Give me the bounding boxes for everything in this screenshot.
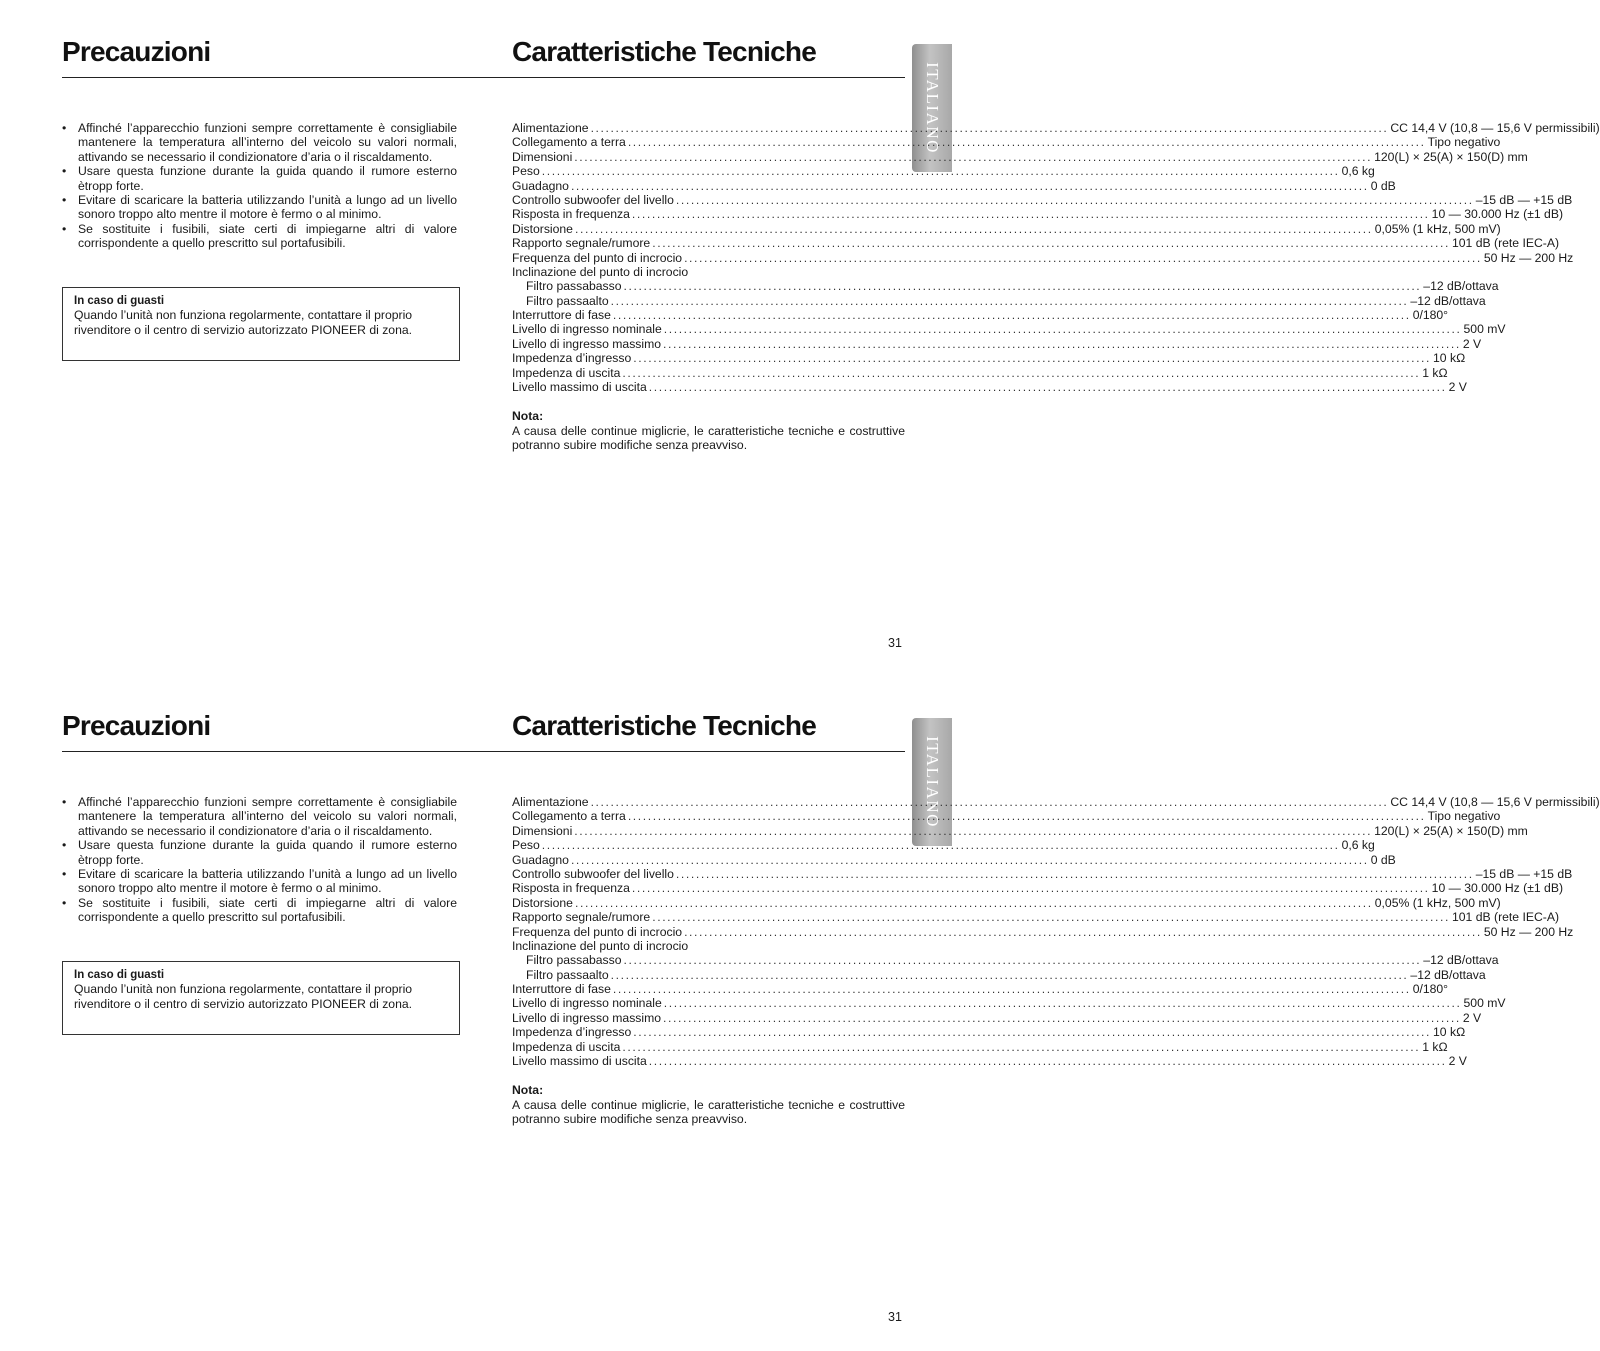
spec-label: Inclinazione del punto di incrocio (512, 264, 689, 279)
spec-row (512, 207, 1564, 222)
dot-leader: ................................................................................................................................................................ (570, 178, 1369, 193)
dot-leader: ................................................................................................................................................................ (570, 852, 1369, 867)
note-title: Nota: (512, 409, 544, 423)
spec-row (512, 967, 1486, 982)
spec-label: Frequenza del punto di incrocio (512, 250, 683, 265)
spec-label: Collegamento a terra (512, 135, 626, 150)
dot-leader: ................................................................................................................................................................ (663, 1010, 1461, 1025)
spec-label: Distorsione (512, 221, 573, 236)
spec-value: 500 mV (1463, 322, 1506, 337)
spec-row (512, 250, 1574, 265)
spec-row (512, 795, 1600, 809)
dot-leader: ................................................................................................................................................................ (590, 121, 1389, 135)
dot-leader: ................................................................................................................................................................ (633, 351, 1432, 366)
spec-label: Controllo subwoofer del livello (512, 192, 674, 207)
dot-leader: ................................................................................................................................................................ (684, 924, 1482, 939)
spec-label: Risposta in frequenza (512, 207, 630, 222)
dot-leader: ................................................................................................................................................................ (574, 895, 1373, 910)
spec-row (512, 852, 1396, 867)
spec-label: Inclinazione del punto di incrocio (512, 938, 689, 953)
precautions-title: Precauzioni (62, 710, 211, 741)
spec-row (512, 895, 1501, 910)
spec-value: –12 dB/ottava (1410, 967, 1486, 982)
dot-leader: ................................................................................................................................................................ (627, 809, 1426, 824)
dot-leader: ................................................................................................................................................................ (622, 1039, 1421, 1054)
language-tab-label: ITALIANO (923, 62, 942, 154)
precaution-item: • Se sostituite i fusibili, siate certi di impiegarne altri di valore corrispondente a quello prescritto sul portafusibili. (62, 222, 457, 251)
spec-row (512, 910, 1560, 925)
troubleshooting-text: Quando l’unità non funziona regolarmente, contattare il proprio rivenditore o il centro di servizio autorizzato PIONEER di zona. (74, 982, 413, 1011)
spec-value: –15 dB — +15 dB (1475, 866, 1573, 881)
spec-label: Filtro passabasso (526, 953, 622, 968)
dot-leader: ................................................................................................................................................................ (652, 236, 1450, 251)
dot-leader: ................................................................................................................................................................ (663, 996, 1462, 1011)
spec-row (512, 823, 1528, 838)
precautions-title: Precauzioni (62, 36, 211, 67)
spec-value: –15 dB — +15 dB (1475, 192, 1573, 207)
dot-leader: ................................................................................................................................................................ (574, 823, 1373, 838)
spec-value: –12 dB/ottava (1423, 279, 1499, 294)
spec-value: 0,6 kg (1341, 838, 1375, 853)
spec-row (512, 135, 1501, 150)
header-rule (62, 751, 905, 752)
spec-row (512, 1039, 1448, 1054)
spec-value: 1 kΩ (1422, 365, 1448, 380)
dot-leader: ................................................................................................................................................................ (623, 279, 1422, 294)
spec-value: 120(L) × 25(A) × 150(D) mm (1374, 149, 1528, 164)
spec-label: Frequenza del punto di incrocio (512, 924, 683, 939)
spec-row (512, 982, 1449, 997)
spec-label: Impedenza d’ingresso (512, 1025, 632, 1040)
spec-value: 0 dB (1370, 852, 1396, 867)
spec-label: Guadagno (512, 178, 569, 193)
dot-leader: ................................................................................................................................................................ (631, 207, 1430, 222)
spec-value: 2 V (1462, 1010, 1482, 1025)
spec-row (512, 336, 1482, 351)
spec-value: 50 Hz — 200 Hz (1483, 924, 1574, 939)
troubleshooting-box (62, 961, 460, 1035)
spec-row (512, 308, 1449, 323)
spec-label: Rapporto segnale/rumore (512, 236, 651, 251)
spec-label: Livello di ingresso nominale (512, 322, 662, 337)
specifications-list (512, 121, 1600, 395)
spec-row (512, 236, 1560, 251)
precaution-item: • Evitare di scaricare la batteria utilizzando l’unità a lungo ad un livello sonoro troppo alto mentre il motore è fermo o al minimo. (62, 193, 457, 222)
spec-value: 0/180° (1412, 982, 1449, 997)
dot-leader: ................................................................................................................................................................ (675, 866, 1474, 881)
spec-label: Rapporto segnale/rumore (512, 910, 651, 925)
spec-label: Risposta in frequenza (512, 881, 630, 896)
spec-label: Peso (512, 838, 540, 853)
dot-leader: ................................................................................................................................................................ (675, 192, 1474, 207)
spec-label: Controllo subwoofer del livello (512, 866, 674, 881)
manual-page-bottom (0, 674, 1600, 1349)
spec-label: Filtro passaalto (526, 967, 609, 982)
note-text: A causa delle continue miglicrie, le caratteristiche tecniche e costruttive potranno subire modifiche senza preavviso. (512, 1098, 905, 1127)
spec-value: 2 V (1448, 1054, 1467, 1069)
spec-label: Peso (512, 164, 540, 179)
troubleshooting-title: In caso di guasti (74, 295, 165, 307)
dot-leader: ................................................................................................................................................................ (610, 293, 1409, 308)
manual-page-top (0, 0, 1600, 675)
note-text: A causa delle continue miglicrie, le caratteristiche tecniche e costruttive potranno subire modifiche senza preavviso. (512, 424, 905, 453)
dot-leader: ................................................................................................................................................................ (574, 221, 1373, 236)
page-number: 31 (888, 1310, 902, 1324)
spec-row (512, 1010, 1482, 1025)
page-number: 31 (888, 636, 902, 650)
spec-value: Tipo negativo (1427, 809, 1501, 824)
dot-leader: ................................................................................................................................................................ (652, 910, 1450, 925)
troubleshooting-text: Quando l’unità non funziona regolarmente, contattare il proprio rivenditore o il centro di servizio autorizzato PIONEER di zona. (74, 308, 413, 337)
specifications-list (512, 795, 1600, 1069)
spec-value: 0 dB (1370, 178, 1396, 193)
spec-value: 10 kΩ (1433, 1025, 1466, 1040)
spec-value: CC 14,4 V (10,8 — 15,6 V permissibili) (1390, 795, 1600, 809)
dot-leader: ................................................................................................................................................................ (612, 982, 1411, 997)
spec-row (512, 265, 902, 279)
spec-value: 10 — 30.000 Hz (±1 dB) (1431, 207, 1564, 222)
dot-leader: ................................................................................................................................................................ (622, 365, 1421, 380)
spec-value: 50 Hz — 200 Hz (1483, 250, 1574, 265)
dot-leader: ................................................................................................................................................................ (612, 308, 1411, 323)
specifications-title: Caratteristiche Tecniche (512, 36, 816, 67)
dot-leader: ................................................................................................................................................................ (648, 380, 1447, 395)
spec-row (512, 996, 1506, 1011)
spec-row (512, 178, 1396, 193)
dot-leader: ................................................................................................................................................................ (631, 881, 1430, 896)
dot-leader: ................................................................................................................................................................ (590, 795, 1389, 809)
precaution-item: • Se sostituite i fusibili, siate certi di impiegarne altri di valore corrispondente a quello prescritto sul portafusibili. (62, 896, 457, 925)
language-tab-label: ITALIANO (923, 736, 942, 828)
spec-label: Filtro passaalto (526, 293, 609, 308)
spec-row (512, 221, 1501, 236)
spec-row (512, 924, 1574, 939)
dot-leader: ................................................................................................................................................................ (610, 967, 1409, 982)
spec-value: 0,05% (1 kHz, 500 mV) (1374, 895, 1501, 910)
spec-label: Distorsione (512, 895, 573, 910)
spec-value: 2 V (1462, 336, 1482, 351)
spec-value: –12 dB/ottava (1423, 953, 1499, 968)
spec-label: Livello di ingresso massimo (512, 336, 662, 351)
spec-value: 0/180° (1412, 308, 1449, 323)
spec-value: 101 dB (rete IEC-A) (1452, 236, 1560, 251)
spec-row (512, 838, 1375, 853)
spec-row (512, 121, 1600, 135)
spec-value: 10 kΩ (1433, 351, 1466, 366)
precaution-item: • Usare questa funzione durante la guida quando il rumore esterno ètropp forte. (62, 838, 457, 867)
spec-row (512, 149, 1528, 164)
spec-value: 0,6 kg (1341, 164, 1375, 179)
spec-value: CC 14,4 V (10,8 — 15,6 V permissibili) (1390, 121, 1600, 135)
spec-value: 10 — 30.000 Hz (±1 dB) (1431, 881, 1564, 896)
spec-value: 2 V (1448, 380, 1467, 395)
spec-row (512, 322, 1506, 337)
spec-row (512, 881, 1564, 896)
header-rule (62, 77, 905, 78)
precautions-list (62, 795, 457, 925)
spec-label: Livello di ingresso nominale (512, 996, 662, 1011)
spec-value: 1 kΩ (1422, 1039, 1448, 1054)
spec-label: Guadagno (512, 852, 569, 867)
precaution-item: • Evitare di scaricare la batteria utilizzando l’unità a lungo ad un livello sonoro troppo alto mentre il motore è fermo o al minimo. (62, 867, 457, 896)
precaution-item: • Affinché l’apparecchio funzioni sempre correttamente è consigliabile mantenere la temperatura all’interno del veicolo su valori normali, attivando se necessario il condizionatore d’aria o il riscaldamento. (62, 121, 457, 164)
dot-leader: ................................................................................................................................................................ (574, 149, 1373, 164)
dot-leader: ................................................................................................................................................................ (623, 953, 1422, 968)
spec-label: Collegamento a terra (512, 809, 626, 824)
spec-row (512, 279, 1499, 294)
spec-row (512, 809, 1501, 824)
spec-value: 101 dB (rete IEC-A) (1452, 910, 1560, 925)
dot-leader: ................................................................................................................................................................ (541, 164, 1340, 179)
spec-label: Impedenza di uscita (512, 1039, 621, 1054)
spec-label: Dimensioni (512, 149, 573, 164)
spec-row (512, 866, 1573, 881)
spec-label: Interruttore di fase (512, 982, 611, 997)
dot-leader: ................................................................................................................................................................ (627, 135, 1426, 150)
dot-leader: ................................................................................................................................................................ (663, 336, 1461, 351)
troubleshooting-box (62, 287, 460, 361)
spec-value: 120(L) × 25(A) × 150(D) mm (1374, 823, 1528, 838)
precautions-list (62, 121, 457, 251)
spec-label: Livello di ingresso massimo (512, 1010, 662, 1025)
spec-row (512, 939, 902, 953)
spec-label: Alimentazione (512, 795, 589, 809)
spec-row (512, 351, 1466, 366)
troubleshooting-title: In caso di guasti (74, 969, 165, 981)
spec-label: Livello massimo di uscita (512, 1054, 647, 1069)
dot-leader: ................................................................................................................................................................ (541, 838, 1340, 853)
dot-leader: ................................................................................................................................................................ (684, 250, 1482, 265)
dot-leader: ................................................................................................................................................................ (633, 1025, 1432, 1040)
spec-value: 0,05% (1 kHz, 500 mV) (1374, 221, 1501, 236)
spec-label: Impedenza d’ingresso (512, 351, 632, 366)
spec-row (512, 365, 1448, 380)
spec-row (512, 1025, 1466, 1040)
spec-label: Filtro passabasso (526, 279, 622, 294)
spec-label: Alimentazione (512, 121, 589, 135)
precaution-item: • Affinché l’apparecchio funzioni sempre correttamente è consigliabile mantenere la temperatura all’interno del veicolo su valori normali, attivando se necessario il condizionatore d’aria o il riscaldamento. (62, 795, 457, 838)
spec-row (512, 1054, 1467, 1069)
spec-label: Dimensioni (512, 823, 573, 838)
note-title: Nota: (512, 1083, 544, 1097)
dot-leader: ................................................................................................................................................................ (648, 1054, 1447, 1069)
spec-row (512, 192, 1573, 207)
spec-row (512, 380, 1467, 395)
dot-leader: ................................................................................................................................................................ (663, 322, 1462, 337)
spec-label: Interruttore di fase (512, 308, 611, 323)
spec-label: Impedenza di uscita (512, 365, 621, 380)
spec-label: Livello massimo di uscita (512, 380, 647, 395)
spec-row (512, 164, 1375, 179)
spec-row (512, 293, 1486, 308)
spec-value: 500 mV (1463, 996, 1506, 1011)
precaution-item: • Usare questa funzione durante la guida quando il rumore esterno ètropp forte. (62, 164, 457, 193)
spec-value: Tipo negativo (1427, 135, 1501, 150)
spec-row (512, 953, 1499, 968)
spec-value: –12 dB/ottava (1410, 293, 1486, 308)
specifications-title: Caratteristiche Tecniche (512, 710, 816, 741)
